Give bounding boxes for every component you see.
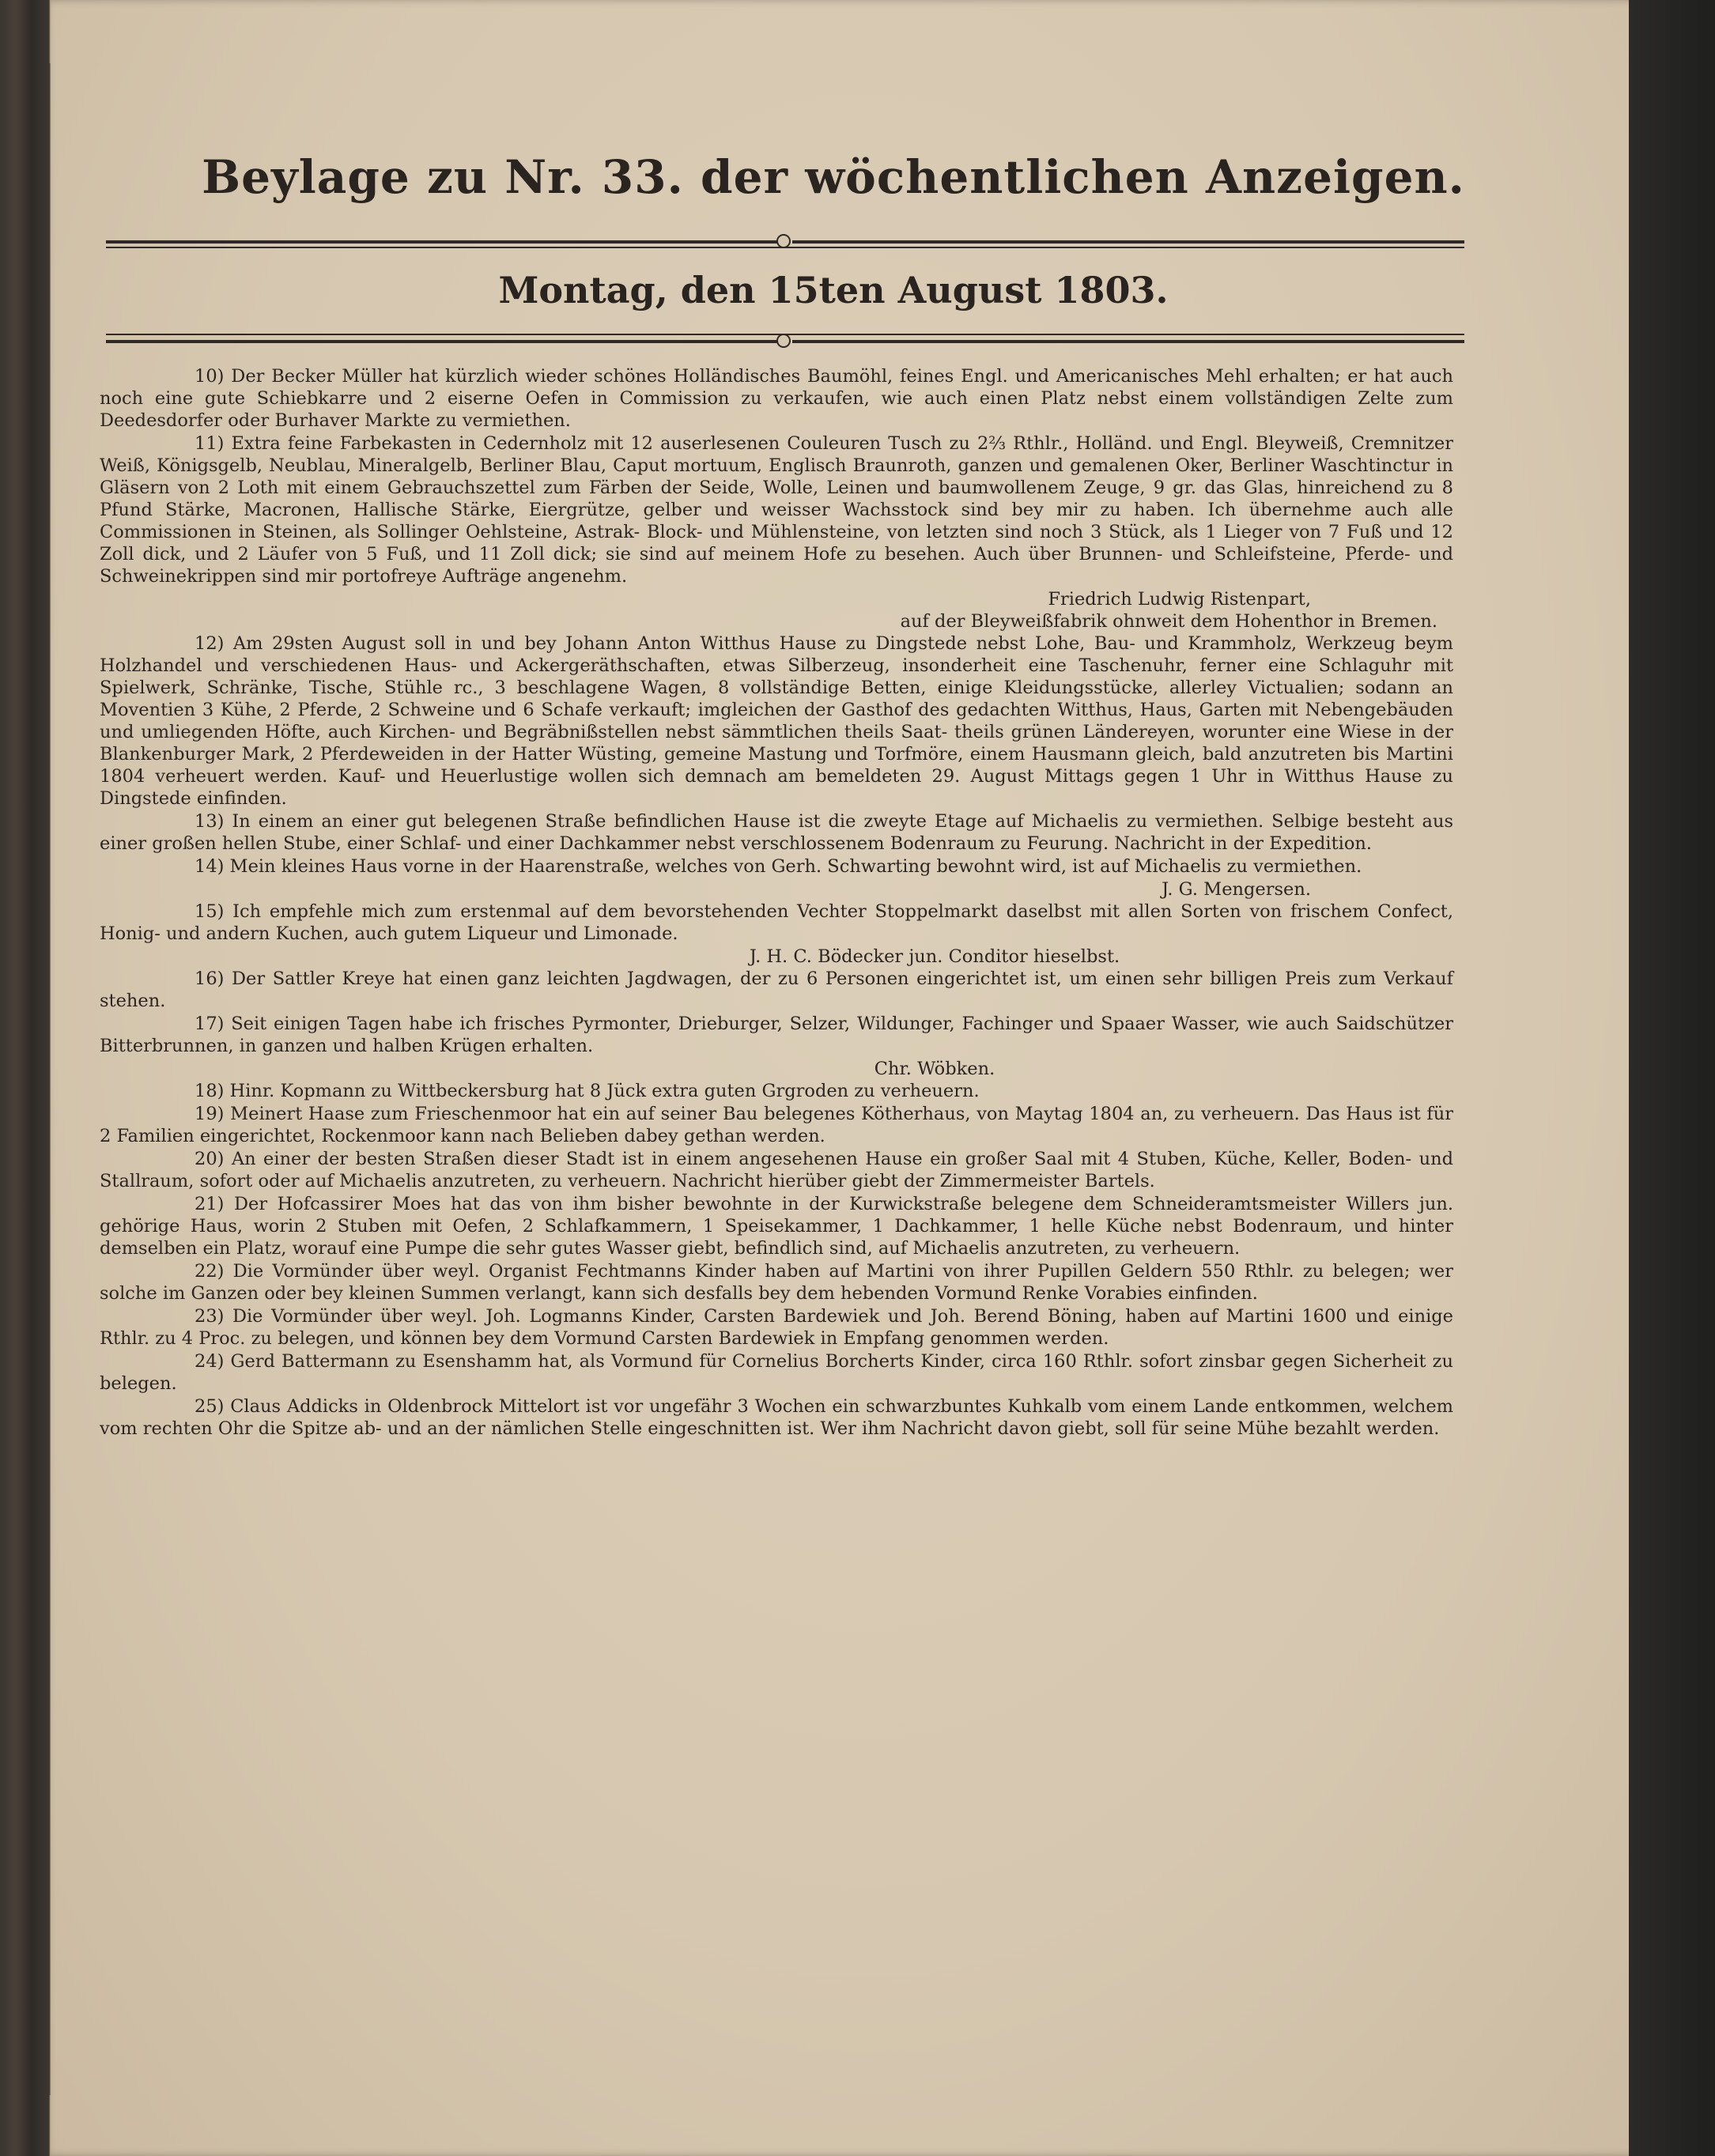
ad-entry-16: 16) Der Sattler Kreye hat einen ganz leichten Jagdwagen, der zu 6 Personen eingerichtet ist, um einen sehr billigen Preis zum Verkauf stehen. [100, 969, 1453, 1011]
issue-date: Montag, den 15ten August 1803. [498, 269, 1169, 312]
ad-signature: J. G. Mengersen. [1162, 879, 1311, 900]
divider-ornament [776, 334, 791, 348]
scan-background [1629, 0, 1715, 2156]
ad-entry-24: 24) Gerd Battermann zu Esenshamm hat, als Vormund für Cornelius Borcherts Kinder, circa 160 Rthlr. sofort zinsbar gegen Sicherheit zu belegen. [100, 1351, 1453, 1394]
ad-entry-14: 14) Mein kleines Haus vorne in der Haarenstraße, welches von Gerh. Schwarting bewohnt wird, ist auf Michaelis zu vermiethen. [195, 856, 1362, 877]
divider-rule [106, 340, 778, 343]
ad-entry-18: 18) Hinr. Kopmann zu Wittbeckersburg hat 8 Jück extra guten Grgroden zu verheuern. [195, 1081, 980, 1101]
ad-entry-25: 25) Claus Addicks in Oldenbrock Mittelort ist vor ungefähr 3 Wochen ein schwarzbuntes Kuhkalb vom einem Lande entkommen, welchem vom rechten Ohr die Spitze ab- und an der nämlichen Stelle eingeschnitten ist. Wer ihm Nachricht davon giebt, soll für seine Mühe bezahlt werden. [100, 1396, 1453, 1439]
ad-entry-17: 17) Seit einigen Tagen habe ich frisches Pyrmonter, Drieburger, Selzer, Wildunger, Fachinger und Spaaer Wasser, wie auch Saidschützer Bitterbrunnen, in ganzen und halben Krügen erhalten. [100, 1014, 1453, 1056]
ad-entry-13: 13) In einem an einer gut belegenen Straße befindlichen Hause ist die zweyte Etage auf Michaelis zu vermiethen. Selbige besteht aus einer großen hellen Stube, einer Schlaf- und einer Dachkammer nebst verschlossenem Bodenraum zu Feurung. Nachricht in der Expedition. [100, 811, 1453, 854]
ad-entry-19: 19) Meinert Haase zum Frieschenmoor hat ein auf seiner Bau belegenes Kötherhaus, von Maytag 1804 an, zu verheuern. Das Haus ist für 2 Familien eingerichtet, Rockenmoor kann nach Belieben dabey gethan werden. [100, 1104, 1453, 1146]
ad-signature: Friedrich Ludwig Ristenpart, [1048, 589, 1311, 610]
ad-entry-23: 23) Die Vormünder über weyl. Joh. Logmanns Kinder, Carsten Bardewiek und Joh. Berend Böning, haben auf Martini 1600 und einige Rthlr. zu 4 Proc. zu belegen, und können bey dem Vormund Carsten Bardewiek in Empfang genommen werden. [100, 1306, 1453, 1349]
divider-rule [792, 340, 1464, 343]
divider-rule-thin [106, 247, 1464, 248]
page-title: Beylage zu Nr. 33. der wöchentlichen Anzeigen. [202, 150, 1465, 204]
ad-entry-21: 21) Der Hofcassirer Moes hat das von ihm bisher bewohnte in der Kurwickstraße belegene dem Schneideramtsmeister Willers jun. gehörige Haus, worin 2 Stuben mit Oefen, 2 Schlafkammern, 1 Speisekammer, 1 Dachkammer, 1 helle Küche nebst Bodenraum, und hinter demselben ein Platz, worauf eine Pumpe die sehr gutes Wasser giebt, befindlich sind, auf Michaelis anzutreten, zu verheuern. [100, 1194, 1453, 1259]
ad-entry-11: 11) Extra feine Farbekasten in Cedernholz mit 12 auserlesenen Couleuren Tusch zu 2⅔ Rthlr., Holländ. und Engl. Bleyweiß, Cremnitzer Weiß, Königsgelb, Neublau, Mineralgelb, Berliner Blau, Caput mortuum, Englisch Braunroth, ganzen und gemalenen Oker, Berliner Waschtinctur in Gläsern von 2 Loth mit einem Gebrauchszettel zum Färben der Seide, Wolle, Leinen und baumwollenem Zeuge, 9 gr. das Glas, hinreichend zu 8 Pfund Stärke, Macronen, Hallische Stärke, Eiergrütze, gelber und weisser Wachsstock sind bey mir zu haben. Ich übernehme auch alle Commissionen in Steinen, als Sollinger Oehlsteine, Astrak- Block- und Mühlensteine, von letzten sind noch 3 Stück, als 1 Lieger von 7 Fuß und 12 Zoll dick, und 2 Läufer von 5 Fuß, und 11 Zoll dick; sie sind auf meinem Hofe zu besehen. Auch über Brunnen- und Schleifsteine, Pferde- und Schweinekrippen sind mir portofreye Aufträge angenehm. [100, 433, 1453, 587]
ad-entry-15: 15) Ich empfehle mich zum erstenmal auf dem bevorstehenden Vechter Stoppelmarkt daselbst mit allen Sorten von frischem Confect, Honig- und andern Kuchen, auch gutem Liqueur und Limonade. [100, 901, 1453, 944]
ad-signature: Chr. Wöbken. [874, 1059, 995, 1079]
ad-signature: J. H. C. Bödecker jun. Conditor hieselbst. [749, 946, 1120, 967]
ad-signature-address: auf der Bleyweißfabrik ohnweit dem Hohenthor in Bremen. [900, 611, 1437, 632]
ad-entry-10: 10) Der Becker Müller hat kürzlich wieder schönes Holländisches Baumöhl, feines Engl. und Americanisches Mehl erhalten; er hat auch noch eine gute Schiebkarre und 2 eiserne Oefen in Commission zu verkaufen, wie auch einen Platz nebst einem vollständigen Zelte zum Deedesdorfer oder Burhaver Markte zu vermiethen. [100, 366, 1453, 431]
ad-entry-20: 20) An einer der besten Straßen dieser Stadt ist in einem angesehenen Hause ein großer Saal mit 4 Stuben, Küche, Keller, Boden- und Stallraum, sofort oder auf Michaelis anzutreten, zu verheuern. Nachricht hierüber giebt der Zimmermeister Bartels. [100, 1149, 1453, 1191]
divider-rule [792, 240, 1464, 244]
advertisement-column [100, 365, 1453, 1440]
ad-entry-22: 22) Die Vormünder über weyl. Organist Fechtmanns Kinder haben auf Martini von ihrer Pupillen Geldern 550 Rthlr. zu belegen; wer solche im Ganzen oder bey kleinen Summen verlangt, kann sich desfalls bey dem hebenden Vormund Renke Vorabies einfinden. [100, 1261, 1453, 1304]
newspaper-page [51, 0, 1679, 2156]
divider-rule [106, 240, 778, 244]
ad-entry-12: 12) Am 29sten August soll in und bey Johann Anton Witthus Hause zu Dingstede nebst Lohe, Bau- und Krammholz, Werkzeug beym Holzhandel und verschiedenen Haus- und Ackergeräthschaften, etwas Silberzeug, insonderheit eine Taschenuhr, ferner eine Schlaguhr mit Spielwerk, Schränke, Tische, Stühle rc., 3 beschlagene Wagen, 8 vollständige Betten, einige Kleidungsstücke, allerley Victualien; sodann an Moventien 3 Kühe, 2 Pferde, 2 Schweine und 6 Schafe verkauft; imgleichen der Gasthof des gedachten Witthus, Haus, Garten mit Nebengebäuden und umliegenden Höfte, auch Kirchen- und Begräbnißstellen nebst sämmtlichen theils Saat- theils grünen Ländereyen, worunter eine Wiese in der Blankenburger Mark, 2 Pferdeweiden in der Hatter Wüsting, gemeine Mastung und Torfmöre, einem Hausmann gleich, bald anzutreten bis Martini 1804 verheuert werden. Kauf- und Heuerlustige wollen sich demnach am bemeldeten 29. August Mittags gegen 1 Uhr in Witthus Hause zu Dingstede einfinden. [100, 633, 1453, 809]
